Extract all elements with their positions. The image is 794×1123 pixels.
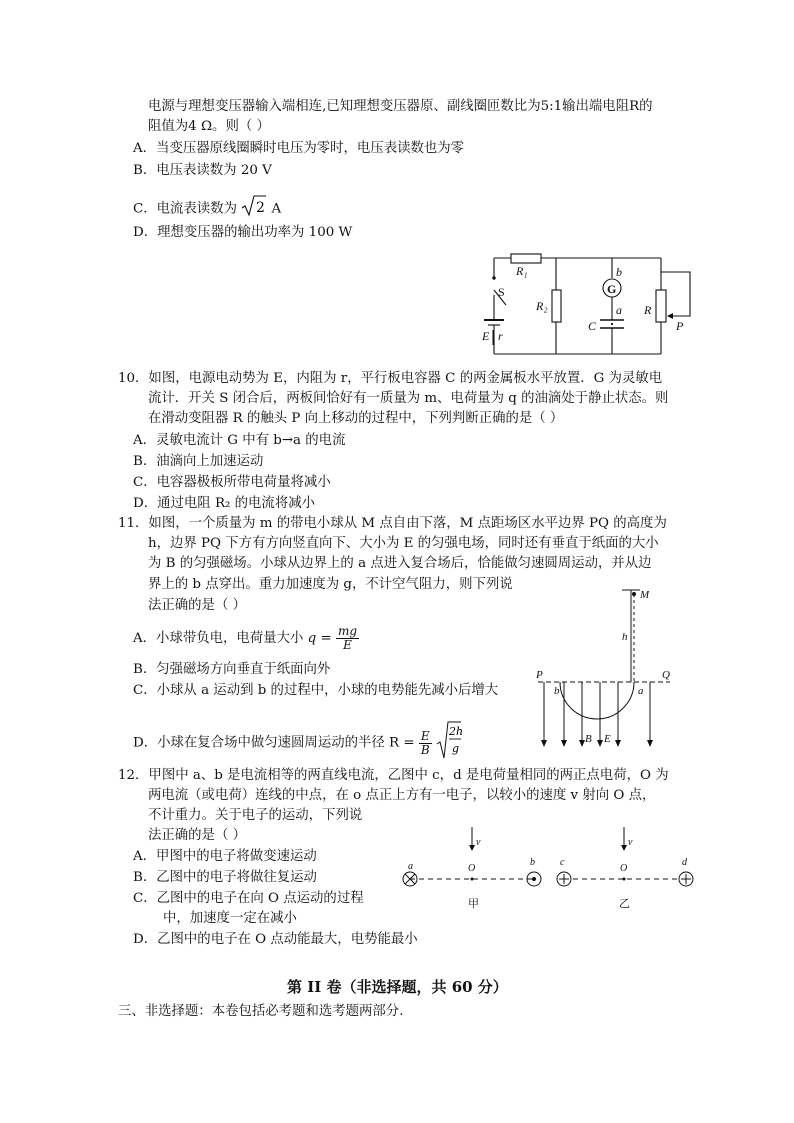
q12-option-b: B．乙图中的电子将做往复运动 — [133, 870, 317, 885]
label-c: c — [560, 857, 565, 868]
q11-option-a-denominator: E — [343, 638, 352, 652]
label-b: b — [616, 265, 622, 279]
label-b: b — [530, 857, 535, 868]
label-a: a — [616, 303, 622, 317]
label-e-field: E — [604, 733, 611, 745]
label-h: h — [622, 631, 628, 643]
label-r: R — [644, 303, 652, 317]
label-r1: R₁ — [516, 264, 528, 278]
q10-stem-line3: 在滑动变阻器 R 的触头 P 向上移动的过程中，下列判断正确的是（ ） — [148, 411, 564, 426]
label-b-point: b — [554, 685, 560, 697]
q12-option-d: D．乙图中的电子在 O 点动能最大，电势能最小 — [133, 932, 418, 947]
q9-option-a: A．当变压器原线圈瞬时电压为零时，电压表读数也为零 — [133, 141, 465, 156]
label-q: Q — [662, 669, 670, 681]
q11-stem-line4: 界上的 b 点穿出。重力加速度为 g，不计空气阻力，则下列说 — [148, 577, 513, 592]
q9-option-c-text: C．电流表读数为 — [133, 201, 237, 217]
q11-stem-line5: 法正确的是（ ） — [148, 598, 246, 613]
q10-option-a: A．灵敏电流计 G 中有 b→a 的电流 — [133, 433, 346, 448]
q9-stem-line2: 阻值为4 Ω。则（ ） — [148, 119, 270, 134]
label-a-point: a — [638, 685, 644, 697]
q12-option-c-cont: 中，加速度一定在减小 — [163, 911, 297, 926]
q11-option-a-fraction — [336, 625, 359, 652]
q12-stem-line1: 12．甲图中 a、b 是电流相等的两直线电流，乙图中 c，d 是电荷量相同的两正点电荷，O 为 — [118, 768, 669, 783]
q11-option-b: B．匀强磁场方向垂直于纸面向外 — [133, 662, 331, 677]
q10-stem-line1: 10．如图，电源电动势为 E，内阻为 r，平行板电容器 C 的两金属板水平放置．G 为灵敏电 — [118, 371, 663, 386]
q9-option-c — [133, 195, 281, 223]
q11-stem-line2: h，边界 PQ 下方有方向竖直向下、大小为 E 的匀强电场，同时还有垂直于纸面的大小 — [148, 536, 659, 551]
section2-intro: 三、非选择题：本卷包括必考题和选考题两部分. — [118, 1004, 404, 1019]
q10-option-c: C．电容器极板所带电荷量将减小 — [133, 475, 331, 490]
q12-charges-diagram — [398, 825, 700, 911]
label-e: E — [482, 329, 490, 343]
q11-option-d-denominator: B — [420, 742, 430, 757]
label-internal-r: r — [498, 329, 503, 343]
q9-stem-line1: 电源与理想变压器输入端相连,已知理想变压器原、副线圈匝数比为5:1输出端电阻R的 — [148, 99, 653, 114]
label-v1: v — [476, 837, 481, 848]
label-o1: O — [468, 863, 476, 874]
q9-option-c-radicand: 2 — [256, 200, 266, 216]
q11-option-a — [133, 625, 359, 652]
q11-option-d-radicand-denominator: g — [451, 742, 459, 755]
caption-jia: 甲 — [468, 898, 479, 910]
label-o2: O — [620, 863, 628, 874]
label-v2: v — [628, 837, 633, 848]
q11-stem-line3: 为 B 的匀强磁场。小球从边界上的 a 点进入复合场后，恰能做匀速圆周运动，并从边 — [148, 556, 652, 571]
label-s: S — [498, 285, 505, 299]
q11-option-d-numerator: E — [419, 730, 432, 744]
q10-stem-line2: 流计．开关 S 闭合后，两板间恰好有一质量为 m、电荷量为 q 的油滴处于静止状态。则 — [148, 391, 669, 406]
label-p: P — [536, 669, 543, 681]
label-m: M — [640, 589, 650, 601]
q11-option-d-fraction — [419, 730, 432, 757]
q12-option-a: A．甲图中的电子将做变速运动 — [133, 849, 317, 864]
q12-stem-line4: 法正确的是（ ） — [148, 828, 246, 843]
q11-field-diagram — [534, 584, 674, 750]
q11-option-d-radicand-numerator: 2h — [448, 725, 462, 738]
q10-option-d: D．通过电阻 R₂ 的电流将减小 — [133, 496, 315, 511]
q11-stem-line1: 11．如图，一个质量为 m 的带电小球从 M 点自由下落，M 点距场区水平边界 PQ 的高度为 — [118, 516, 667, 531]
caption-yi: 乙 — [619, 898, 630, 910]
q9-option-c-unit: A — [271, 201, 282, 217]
q11-option-d-text: D．小球在复合场中做匀速圆周运动的半径 R = — [133, 735, 415, 751]
label-r2: R₂ — [536, 299, 548, 313]
label-a: a — [408, 861, 413, 872]
label-c: C — [588, 319, 597, 333]
section2-title: 第 II 卷（非选择题，共 60 分） — [287, 978, 508, 996]
q11-option-a-numerator: mg — [337, 624, 358, 638]
label-p: P — [676, 319, 684, 333]
q9-option-b: B．电压表读数为 20 V — [133, 163, 272, 178]
q11-option-a-var: q = — [307, 631, 332, 646]
sqrt-symbol-icon — [241, 195, 267, 223]
q10-circuit-diagram — [476, 250, 698, 362]
q12-option-c: C．乙图中的电子在向 O 点运动的过程 — [133, 891, 364, 906]
q11-option-c: C．小球从 a 运动到 b 的过程中，小球的电势能先减小后增大 — [133, 683, 499, 698]
q9-option-d: D．理想变压器的输出功率为 100 W — [133, 225, 353, 240]
galvanometer-icon: G — [607, 282, 617, 296]
label-d: d — [682, 857, 687, 868]
sqrt-symbol-icon — [436, 720, 462, 766]
q12-stem-line3: 不计重力。关于电子的运动，下列说 — [148, 808, 363, 823]
q10-option-b: B．油滴向上加速运动 — [133, 454, 264, 469]
label-b-field: B — [585, 733, 592, 745]
q12-stem-line2: 两电流（或电荷）连线的中点，在 o 点正上方有一电子，以较小的速度 v 射向 O 点， — [148, 788, 656, 803]
q11-option-d — [133, 720, 462, 766]
q11-option-a-text: A．小球带负电，电荷量大小 — [133, 631, 304, 646]
